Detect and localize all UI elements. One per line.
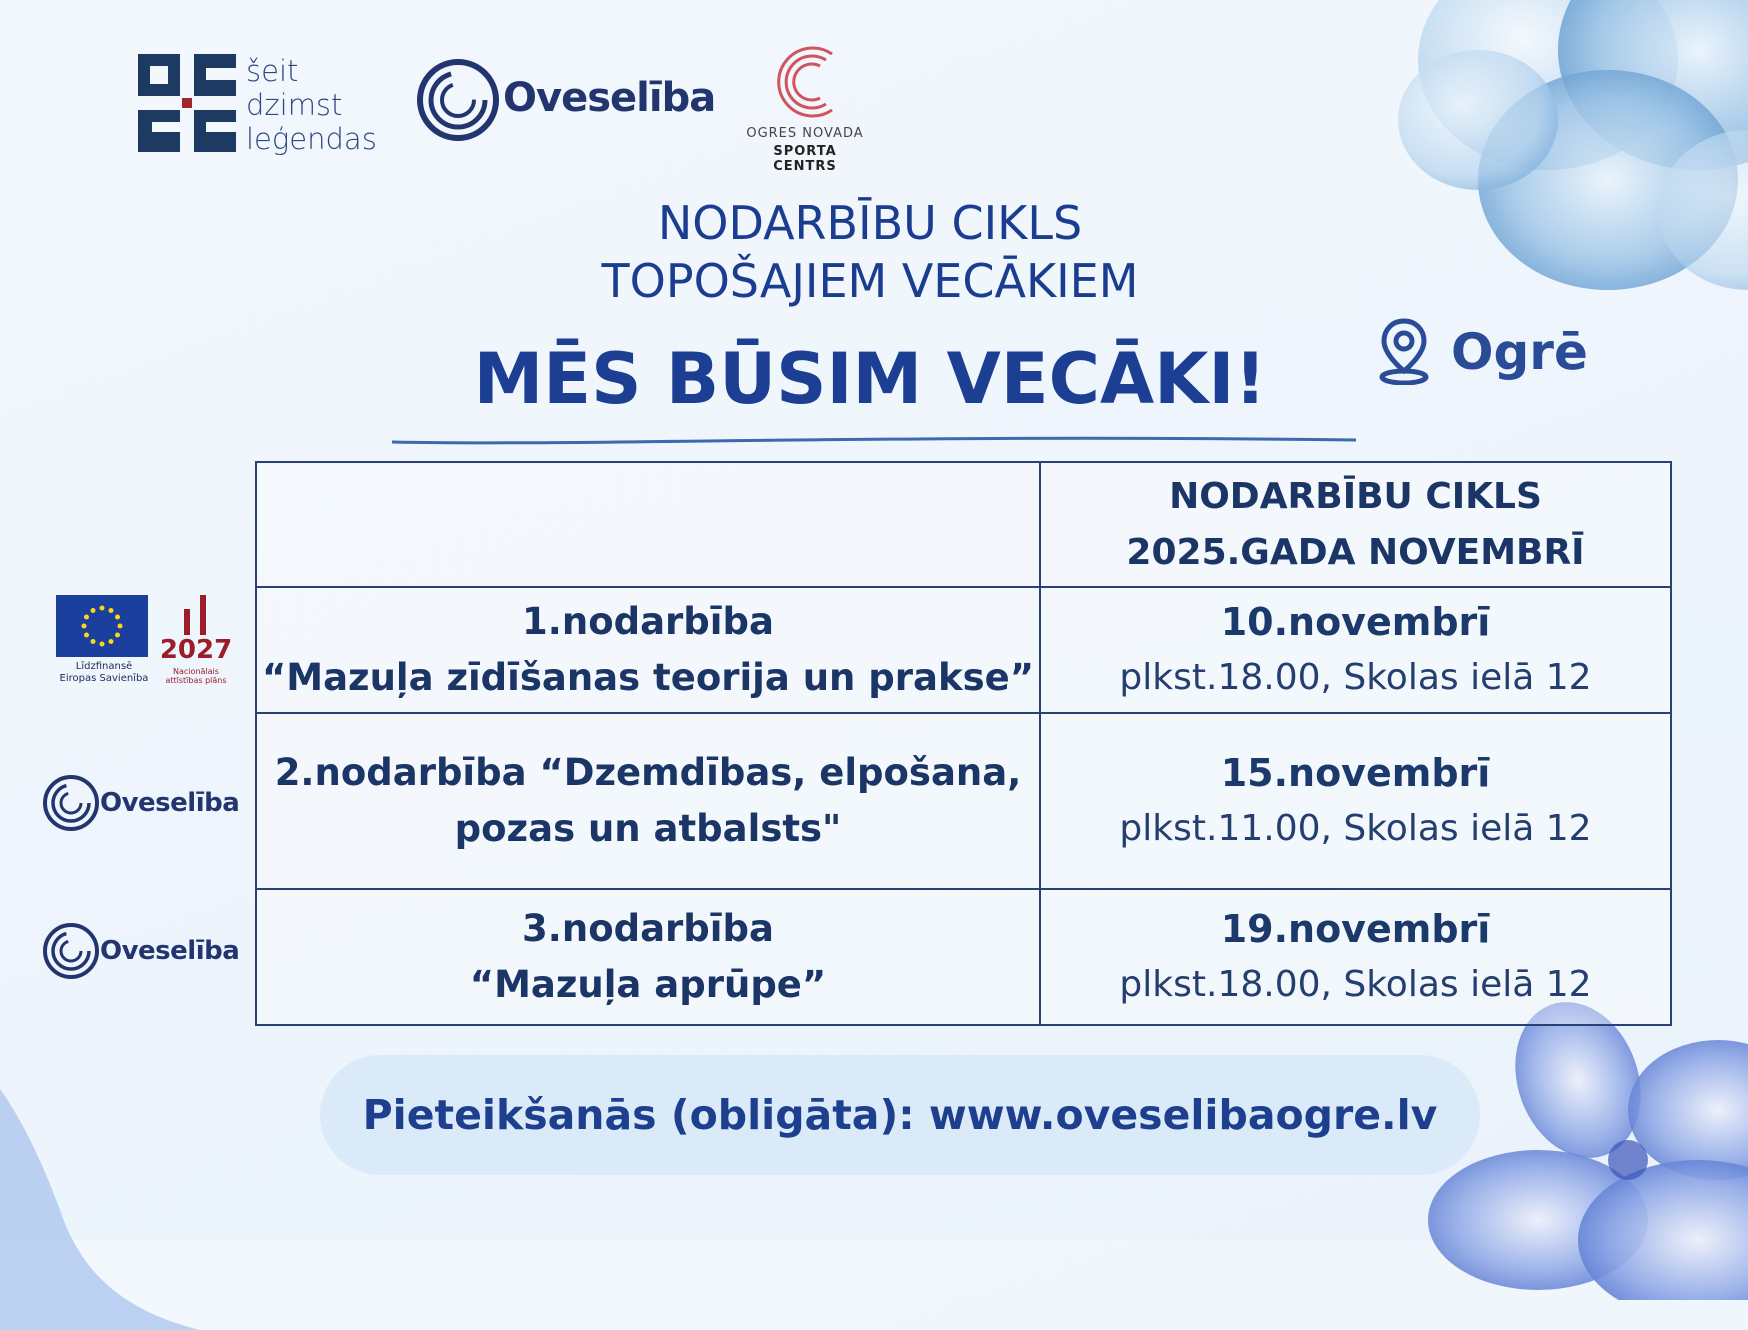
oveseliba-logo-side — [42, 918, 242, 988]
eu-caption: Līdzfinansē Eiropas Savienība — [59, 661, 149, 684]
ogre-tagline: šeit dzimst leģendas — [246, 54, 377, 156]
activity-title: 2.nodarbība “Dzemdības, elpošana, — [274, 751, 1022, 794]
nap-bars-icon — [180, 595, 212, 635]
table-row — [256, 587, 1671, 713]
oveseliba-wordmark: Oveselība — [503, 75, 716, 121]
schedule-table — [255, 461, 1672, 1026]
eu-funding-logos — [56, 595, 236, 695]
nap-caption: Nacionālais attīstības plāns — [165, 667, 227, 685]
oveseliba-wordmark: Oveselība — [100, 936, 240, 966]
sports-centre-line1: OGRES NOVADA — [746, 126, 864, 141]
header-line2: 2025.GADA NOVEMBRĪ — [1126, 531, 1585, 573]
main-title: MĒS BŪSIM VECĀKI! — [473, 338, 1267, 420]
oveseliba-wordmark: Oveselība — [100, 788, 240, 818]
table-header-row — [256, 462, 1671, 587]
header-line1: NODARBĪBU CIKLS — [1169, 475, 1542, 517]
activity-time-place: plkst.18.00, Skolas ielā 12 — [1119, 657, 1592, 698]
subtitle-line1: NODARBĪBU CIKLS — [657, 196, 1083, 250]
activity-subtitle: “Mazuļa aprūpe” — [469, 963, 827, 1006]
date-cell — [1040, 889, 1671, 1025]
activity-cell — [256, 889, 1040, 1025]
location-pin-icon — [1376, 315, 1432, 385]
location — [1376, 315, 1606, 385]
sports-centre-logo — [740, 40, 870, 174]
eu-flag-icon — [56, 595, 148, 657]
oveseliba-logo-top — [415, 55, 725, 155]
activity-subtitle: “Mazuļa zīdīšanas teorija un prakse” — [261, 656, 1035, 699]
oveseliba-ring-icon — [42, 922, 100, 980]
ogre-city-logo — [138, 54, 398, 154]
table-row — [256, 713, 1671, 889]
subtitle-line2: TOPOŠAJIEM VECĀKIEM — [601, 254, 1139, 308]
activity-title: 1.nodarbība — [522, 600, 774, 643]
date-cell — [1040, 587, 1671, 713]
location-text: Ogrē — [1451, 323, 1588, 381]
registration-text[interactable]: Pieteikšanās (obligāta): www.oveselibaogre.lv — [362, 1091, 1438, 1139]
activity-date: 19.novembrī — [1220, 907, 1491, 951]
watercolor-flower-top-right — [1248, 0, 1748, 330]
ogre-grid-icon — [138, 54, 236, 152]
sports-centre-line2: SPORTA CENTRS — [773, 144, 837, 174]
activity-cell — [256, 587, 1040, 713]
activity-subtitle: pozas un atbalsts" — [454, 807, 842, 850]
date-cell — [1040, 713, 1671, 889]
eu-stars-icon — [56, 595, 148, 657]
oveseliba-logo-side — [42, 770, 242, 840]
activity-cell — [256, 713, 1040, 889]
sports-centre-c-icon — [768, 42, 842, 122]
activity-time-place: plkst.18.00, Skolas ielā 12 — [1119, 964, 1592, 1005]
activity-time-place: plkst.11.00, Skolas ielā 12 — [1119, 808, 1592, 849]
decorative-blue-blob — [0, 950, 200, 1330]
activity-title: 3.nodarbība — [522, 907, 774, 950]
activity-date: 10.novembrī — [1220, 600, 1491, 644]
activity-date: 15.novembrī — [1220, 751, 1491, 795]
oveseliba-ring-icon — [42, 774, 100, 832]
oveseliba-ring-icon — [415, 57, 501, 143]
nap-year: 2027 — [159, 635, 233, 665]
registration-banner — [320, 1055, 1480, 1175]
header-cell — [1040, 462, 1671, 587]
table-row — [256, 889, 1671, 1025]
header-empty-cell — [256, 462, 1040, 587]
national-development-plan-logo — [156, 595, 236, 690]
brush-underline — [392, 432, 1356, 448]
